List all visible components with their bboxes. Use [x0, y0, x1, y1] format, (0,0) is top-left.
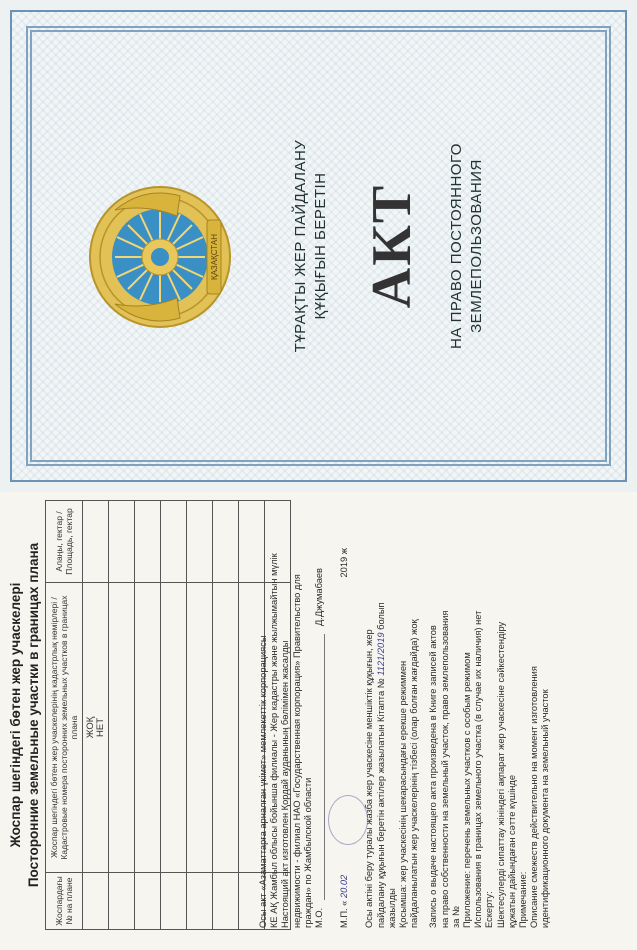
- mo-label: М.О.: [314, 907, 325, 928]
- cert-text: болып: [375, 602, 386, 630]
- mp-date: 20.02: [339, 874, 350, 899]
- cert-line: на право собственности на земельный участок, право землепользования: [439, 610, 450, 928]
- none-ru: НЕТ: [94, 718, 106, 737]
- plan-title-kz: Жоспар шегіндегі бөтен жер учаскелері: [8, 582, 23, 848]
- table-cell: [83, 873, 109, 930]
- cover-title-kz-line2: ҚҰҚЫҒЫН БЕРЕТІН: [312, 172, 329, 320]
- cert-line: за №: [450, 906, 461, 928]
- cert-line: Примечание:: [518, 871, 529, 928]
- cert-line: КЕ АҚ Жамбыл облысы бойынша филиалы - Жер кадастры және жылжымайтын мүлік: [269, 553, 280, 928]
- cert-line: Запись о выдаче настоящего акта произведена в Книге записей актов: [428, 625, 439, 928]
- table-row: [161, 501, 187, 930]
- cert-line: Қосымша: жер учаскесінің шекарасындағы ерекше режиммен: [398, 660, 409, 928]
- table-cell: [83, 583, 109, 873]
- cert-line: пайдаланылатын жер учаскелерінің тізбесі (олар болған жағдайда) жоқ: [409, 619, 420, 928]
- mp-label: М.П. «: [339, 900, 350, 928]
- cover-subtitle-ru-line2: ЗЕМЛЕПОЛЬЗОВАНИЯ: [468, 159, 485, 333]
- state-emblem-icon: [85, 182, 235, 332]
- col-header-area: Алаңы, гектар / Площадь, гектар: [46, 501, 83, 583]
- cover-subtitle-ru-line1: НА ПРАВО ПОСТОЯННОГО: [448, 143, 465, 349]
- cert-line: Ескерту:: [484, 891, 495, 928]
- table-row: [213, 501, 239, 930]
- plan-page: [0, 495, 637, 950]
- ink-stamp: [328, 795, 368, 845]
- cert-line: идентификационного документа на земельный участок: [540, 689, 551, 928]
- cover-title-kz-line1: ТҰРАҚТЫ ЖЕР ПАЙДАЛАНУ: [292, 139, 309, 353]
- cert-text: пайдалану құқығын беретін актілер жазылатын Кітапта №: [375, 678, 386, 928]
- cert-line: құжатын дайындаған сәтте күшінде: [506, 775, 517, 928]
- date-line: [339, 508, 350, 928]
- cert-line: жазылды: [386, 888, 397, 928]
- record-number: 1121/2019: [375, 632, 386, 676]
- signature-line: [314, 508, 325, 928]
- cert-line: Приложение: перечень земельных участков с особым режимом: [462, 652, 473, 928]
- cert-line: Описание смежеств действительно на момент изготовления: [529, 666, 540, 928]
- col-header-number: Жоспардағы № на плане: [46, 873, 83, 930]
- foreign-plots-table: [45, 500, 291, 930]
- cover-akt-heading: АКТ: [361, 183, 423, 309]
- table-row: [109, 501, 135, 930]
- certification-text: [258, 508, 558, 928]
- cert-line: Настоящий акт изготовлен Қордай ауданының бөлімімен жасалды: [280, 640, 291, 928]
- col-header-cadastral: Жоспар шегіндегі бөтен жер учаскелерінің кадастрлық нөмірлері / Кадастровые номера посторонних земельных участков в границах плана: [46, 583, 83, 873]
- cert-line: Шектесулерді сипаттау жініндегі ақпарат жер учаскесіне сәйкестендіру: [495, 621, 506, 928]
- table-row: [83, 501, 109, 930]
- none-kz: ЖОҚ: [84, 716, 96, 739]
- mp-year: 2019 ж: [339, 548, 350, 578]
- signature-area: [314, 634, 325, 900]
- table-cell: [83, 501, 109, 583]
- table-row: [135, 501, 161, 930]
- emblem-text: ҚАЗАҚСТАН: [210, 234, 219, 280]
- cert-line: Осы акт «Азаматтарға арналған үкімет» мемлекеттік корпорациясы: [258, 635, 268, 928]
- cert-line: граждан» по Жамбылской области: [302, 777, 313, 928]
- plan-title-ru: Посторонние земельные участки в границах плана: [26, 542, 41, 888]
- table-row: [187, 501, 213, 930]
- cert-line: [376, 508, 387, 928]
- cert-line: Осы актіні беру туралы жазба жер учаскесіне меншіктік құқығын, жер: [364, 629, 375, 928]
- signer-name: Д.Джумабаев: [314, 568, 325, 626]
- cert-line: Использования в границах земельного участка (в случае их наличия) нет: [473, 610, 484, 928]
- cert-line: недвижимости - филиал НАО «Государственная корпорация» Правительство для: [291, 574, 302, 928]
